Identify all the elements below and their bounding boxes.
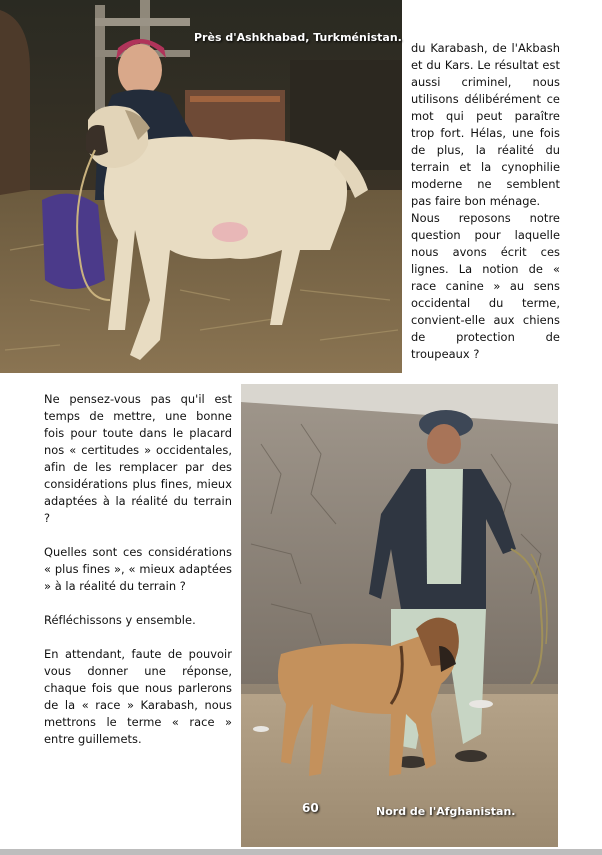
photo-caption-bottom: Nord de l'Afghanistan. (376, 805, 516, 818)
paragraph: Nous reposons notre question pour laquelle nous avons écrit ces lignes. La notion de « race canine » au sens occidental du terme, convient-elle aux chiens de protection de troupeaux ? (411, 211, 560, 361)
bottom-rule (0, 849, 602, 855)
text-column-right (411, 40, 560, 380)
paragraph: Quelles sont ces considérations « plus fines », « mieux adaptées » à la réalité du terrain ? (44, 545, 232, 593)
paragraph: du Karabash, de l'Akbash et du Kars. Le résultat est aussi criminel, nous utilisons délibérément ce mot qui peut paraître trop fort. Hélas, une fois de plus, la réalité du terrain et la cynophilie moderne ne semblent pas faire bon ménage. (411, 41, 560, 208)
photo-afghanistan-illustration (241, 384, 558, 847)
photo-ashkhabad-dog (0, 0, 402, 373)
photo-ashkhabad-illustration (0, 0, 402, 373)
paragraph: En attendant, faute de pouvoir vous donner une réponse, chaque fois que nous parlerons de la « race » Karabash, nous mettrons le terme « race » entre guillemets. (44, 647, 232, 746)
photo-afghanistan-dog (241, 384, 558, 847)
paragraph: Ne pensez-vous pas qu'il est temps de mettre, une bonne fois pour toute dans le placard nos « certitudes » occidentales, afin de les remplacer par des considérations plus fines, mieux adaptées à la réalité du terrain ? (44, 392, 232, 525)
photo-caption-top: Près d'Ashkhabad, Turkménistan. (194, 31, 402, 44)
paragraph: Réfléchissons y ensemble. (44, 613, 196, 627)
page-number: 60 (302, 801, 319, 815)
text-column-left (44, 391, 232, 765)
